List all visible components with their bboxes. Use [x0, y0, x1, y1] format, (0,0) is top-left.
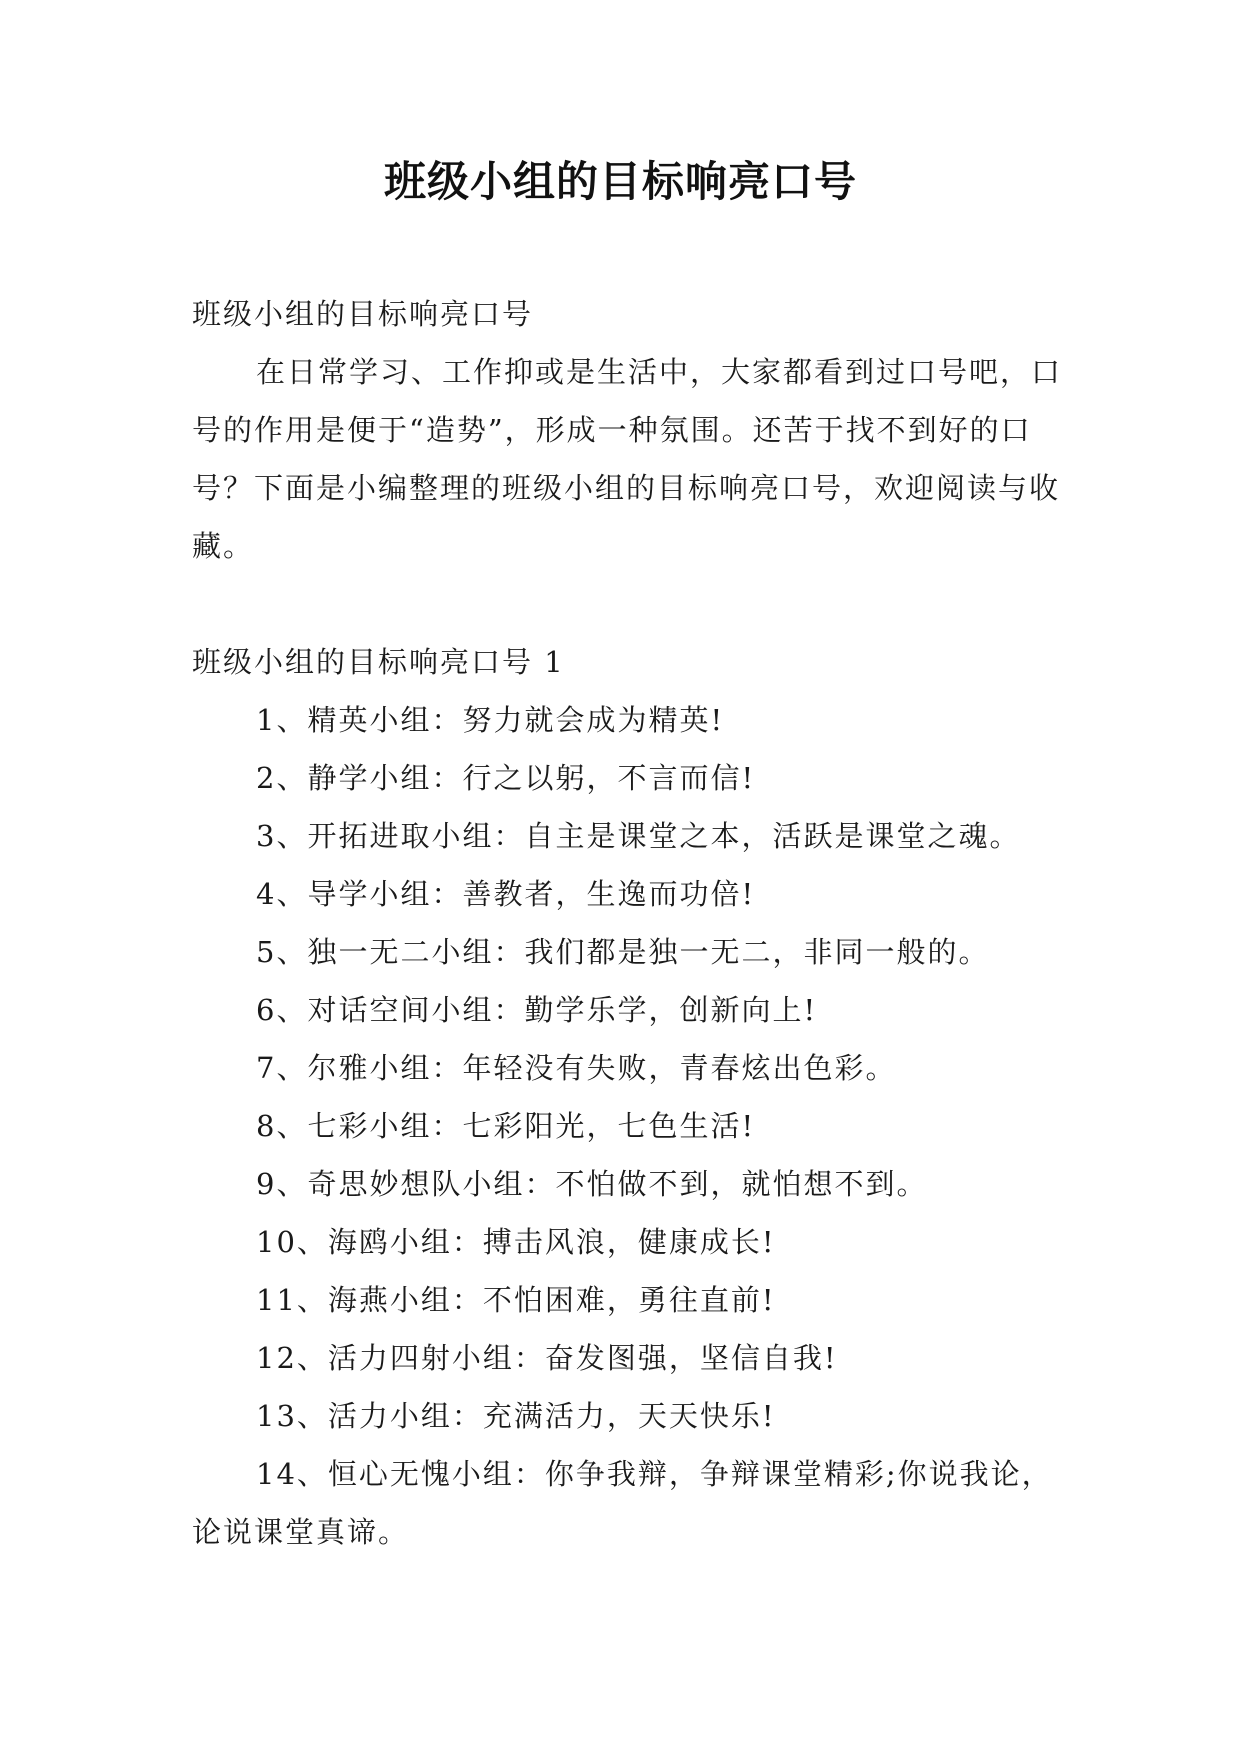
document-body	[192, 285, 1072, 1561]
slogan-item: 1、精英小组：努力就会成为精英!	[256, 703, 725, 737]
paragraph-spacer	[192, 575, 1072, 633]
slogan-item: 8、七彩小组：七彩阳光，七色生活!	[256, 1109, 756, 1143]
slogan-item: 12、活力四射小组：奋发图强，坚信自我!	[256, 1341, 838, 1375]
slogan-item: 10、海鸥小组：搏击风浪，健康成长!	[256, 1225, 776, 1259]
slogan-item: 14、恒心无愧小组：你争我辩，争辩课堂精彩;你说我论，论说课堂真谛。	[192, 1457, 1053, 1549]
slogan-list	[192, 691, 1072, 1561]
section-heading: 班级小组的目标响亮口号 1	[192, 645, 565, 679]
slogan-item: 4、导学小组：善教者，生逸而功倍!	[256, 877, 756, 911]
slogan-item: 13、活力小组：充满活力，天天快乐!	[256, 1399, 776, 1433]
slogan-item: 7、尔雅小组：年轻没有失败，青春炫出色彩。	[256, 1051, 897, 1085]
slogan-item: 3、开拓进取小组：自主是课堂之本，活跃是课堂之魂。	[256, 819, 1021, 853]
slogan-item: 2、静学小组：行之以躬，不言而信!	[256, 761, 756, 795]
document-subtitle: 班级小组的目标响亮口号	[192, 297, 534, 331]
slogan-item: 6、对话空间小组：勤学乐学，创新向上!	[256, 993, 818, 1027]
document-title: 班级小组的目标响亮口号	[383, 157, 857, 206]
intro-paragraph: 在日常学习、工作抑或是生活中，大家都看到过口号吧，口号的作用是便于“造势”，形成一种氛围。还苦于找不到好的口号？下面是小编整理的班级小组的目标响亮口号，欢迎阅读与收藏。	[192, 355, 1063, 563]
slogan-item: 9、奇思妙想队小组：不怕做不到，就怕想不到。	[256, 1167, 928, 1201]
slogan-item: 5、独一无二小组：我们都是独一无二，非同一般的。	[256, 935, 990, 969]
slogan-item: 11、海燕小组：不怕困难，勇往直前!	[256, 1283, 776, 1317]
